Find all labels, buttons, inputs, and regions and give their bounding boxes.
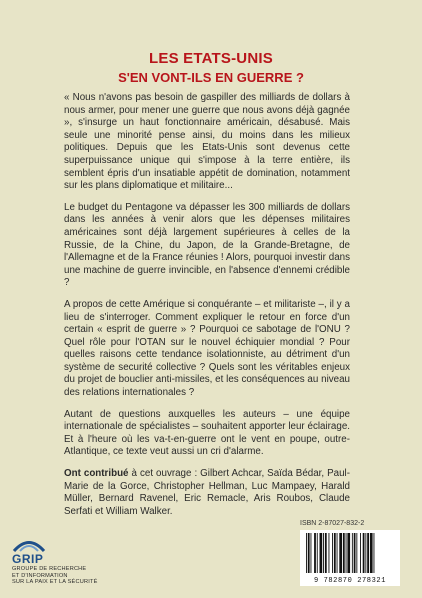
book-title xyxy=(0,50,422,85)
barcode xyxy=(300,530,400,586)
publisher-subtitle-2: ET D'INFORMATION xyxy=(12,572,68,579)
barcode-bars xyxy=(300,530,400,576)
isbn-label: ISBN 2-87027-832-2 xyxy=(300,520,365,527)
title-line-2: S'EN VONT-ILS EN GUERRE ? xyxy=(118,70,304,85)
paragraph-1: « Nous n'avons pas besoin de gaspiller des milliards de dollars à nous armer, pour mener une guerre que nous avons déjà gagnée », s'insurge un haut fonctionnaire américain, désabusé. Mais seule une minorité pense ainsi, du moins dans les milieux politiques. Depuis que les Etats-Unis sont devenus cette superpuissance unique qui s'impose à la terre entière, ils semblent épris d'un insatiable appétit de domination, notamment sur les plans diplomatique et militaire... xyxy=(64,92,350,192)
grip-logo-icon xyxy=(12,538,46,552)
contributors-list: à cet ouvrage : Gilbert Achcar, Saïda Bédar, Paul-Marie de la Gorce, Christopher Hellman, Luc Mampaey, Harald Müller, Bernard Ravenel, Eric Remacle, Aris Roubos, Claude Serfati et William Walker. xyxy=(64,468,350,517)
contributors-paragraph xyxy=(64,468,350,518)
publisher-logo xyxy=(12,538,132,586)
paragraph-2: Le budget du Pentagone va dépasser les 300 milliards de dollars dans les années à venir alors que les dépenses militaires américaines sont déjà largement supérieures à celles de la Russie, de la Chine, du Japon, de la Grande-Bretagne, de l'Allemagne et de la France réunies ! Alors, pourquoi investir dans une machine de guerre invincible, en l'absence d'ennemi crédible ? xyxy=(64,201,350,289)
back-cover-text xyxy=(64,92,350,527)
title-line-1: LES ETATS-UNIS xyxy=(149,50,273,67)
publisher-name: GRIP xyxy=(12,552,44,566)
paragraph-4: Autant de questions auxquelles les auteurs – une équipe internationale de spécialistes – souhaitent apporter leur éclairage. Et à l'heure où les va-t-en-guerre ont le vent en poupe, outre-Atlantique, ce texte veut aussi un cri d'alarme. xyxy=(64,408,350,458)
paragraph-3: A propos de cette Amérique si conquérante – et militariste –, il y a lieu de s'interroger. Comment expliquer le retour en force d'un certain « esprit de guerre » ? Pourquoi ce sabotage de l'ONU ? Quel rôle pour l'OTAN sur le nouvel échiquier mondial ? Pour quelles raisons cette tendance isolationniste, au détriment d'un système de securité collective ? Quels sont les véritables enjeux du projet de bouclier anti-missiles, et les conséquences au niveau des relations internationales ? xyxy=(64,298,350,399)
publisher-subtitle-3: SUR LA PAIX ET LA SÉCURITÉ xyxy=(12,579,98,586)
barcode-digits: 9 782870 278321 xyxy=(313,577,386,585)
contributors-lead: Ont contribué xyxy=(64,468,129,480)
publisher-subtitle-1: GROUPE DE RECHERCHE xyxy=(12,566,87,572)
